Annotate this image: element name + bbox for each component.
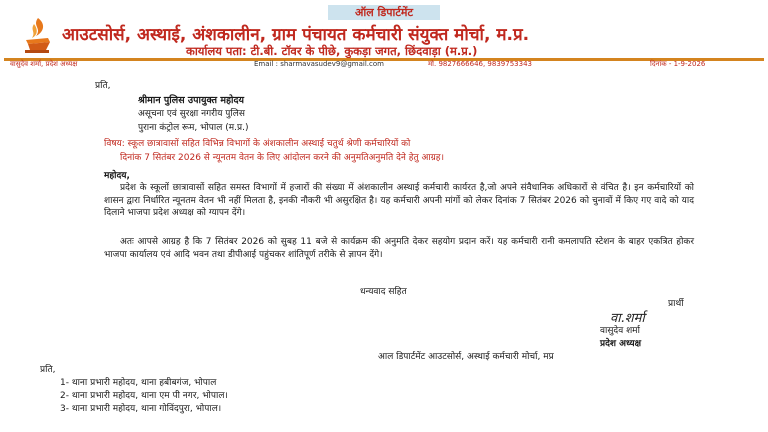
department-label: ऑल डिपार्टमेंट <box>328 5 440 20</box>
body-paragraph-1: प्रदेश के स्कूलों छात्रावासों सहित समस्त विभागों में हजारों की संख्या में अंशकालीन अस्थाई कर्मचारी कार्यरत है,जो अपने संवैधानिक अधिकारों से वंचित है। इन कर्मचारियों को शासन द्वारा निर्धारित न्यूनतम वेतन भी नहीं मिलता है, इनकी नौकरी भी असुरक्षित है। यह कर्मचारी अपनी मांगों को लेकर दिनांक 7 सितंबर 2026 को चुनावों में किए गए वादे को याद दिलाने भाजपा प्रदेश अध्यक्ष को ग्यापन देंगे। <box>104 183 694 219</box>
signer-name: वासुदेव शर्मा <box>600 326 640 336</box>
email: Email : sharmavasudev9@gmail.com <box>254 60 384 68</box>
thanks: धन्यवाद सहित <box>360 287 407 297</box>
sender-name: वासुदेव शर्मा, प्रदेश अध्यक्ष <box>10 60 78 68</box>
phone: मो. 9827666646, 9839753343 <box>428 60 532 68</box>
signer-organization: आल डिपार्टमेंट आउटसोर्स, अस्थाई कर्मचारी मोर्चा, मप्र <box>378 352 554 362</box>
salutation: महोदय, <box>104 171 130 181</box>
organization-name: आउटसोर्स, अस्थाई, अंशकालीन, ग्राम पंचायत कर्मचारी संयुक्त मोर्चा, म.प्र. <box>62 25 530 45</box>
signer-title: प्रदेश अध्यक्ष <box>600 339 642 349</box>
prati-label: प्रति, <box>95 81 111 91</box>
letter-date: दिनांक - 1-9-2026 <box>650 60 706 68</box>
cc-item: 2- थाना प्रभारी महोदय, थाना एम पी नगर, भोपाल। <box>60 391 228 401</box>
cc-item: 1- थाना प्रभारी महोदय, थाना हबीबगंज, भोपाल <box>60 378 217 388</box>
recipient-line-2: असूचना एवं सुरक्षा नगरीय पुलिस <box>138 109 245 119</box>
header-meta-row <box>0 60 768 72</box>
flame-hand-logo-icon <box>22 16 54 56</box>
signature: वा.शर्मा <box>610 311 645 326</box>
subject-line-1: विषय: स्कूल छात्रावासों सहित विभिन्न विभागों के अंशकालीन अस्थाई चतुर्थ श्रेणी कर्मचारियों को <box>104 139 411 149</box>
body-paragraph-2: अतः आपसे आग्रह है कि 7 सितंबर 2026 को सुबह 11 बजे से कार्यक्रम की अनुमति देकर सहयोग प्रदान करें। यह कर्मचारी रानी कमलापति स्टेशन के बाहर एकत्रित होकर भाजपा कार्यालय एवं आदि भवन तथा डीपीआई पहुंचकर शांतिपूर्ण तरीके से ज्ञापन देंगे। <box>104 237 694 260</box>
cc-label: प्रति, <box>40 365 56 375</box>
recipient-line-3: पुराना कंट्रोल रूम, भोपाल (म.प्र.) <box>138 123 249 133</box>
cc-item: 3- थाना प्रभारी महोदय, थाना गोविंदपुरा, भोपाल। <box>60 404 222 414</box>
applicant-label: प्रार्थी <box>668 299 684 309</box>
office-address: कार्यालय पता: टी.बी. टॉवर के पीछे, कुकड़ा जगत, छिंदवाड़ा (म.प्र.) <box>186 44 478 58</box>
recipient-line-1: श्रीमान पुलिस उपायुक्त महोदय <box>138 95 245 106</box>
subject-line-2: दिनांक 7 सितंबर 2026 से न्यूनतम वेतन के लिए आंदोलन करने की अनुमतिअनुमति देने हेतु आग्रह। <box>120 153 444 163</box>
